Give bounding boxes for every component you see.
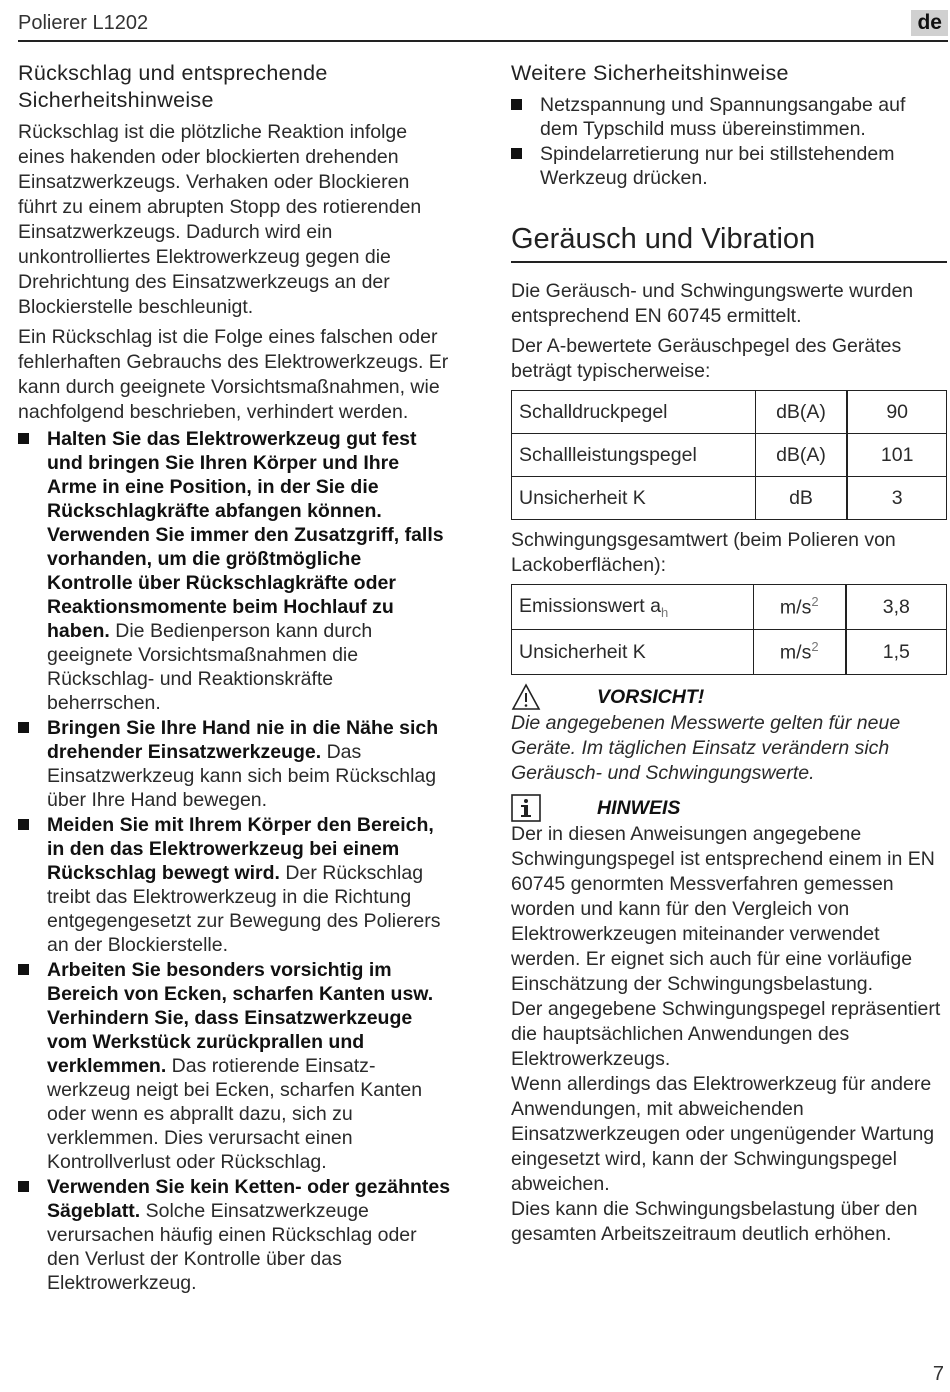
bullet-text: Das rotierende Einsatzwerkzeug neigt bei Ecken, scharfen Kanten oder wenn es abprallt dazu, sich zu verklemmen. Dies verursacht einen Kontrollverlust oder Rückschlag.	[47, 1055, 423, 1173]
note-header	[511, 794, 947, 822]
table-cell-unit: dB(A)	[755, 434, 847, 477]
vibration-table	[511, 584, 947, 675]
list-item	[18, 1175, 452, 1295]
kickback-heading-line1: Rückschlag und entsprechende	[18, 61, 328, 85]
table-row	[512, 391, 947, 434]
note-paragraph-3: Wenn allerdings das Elektrowerkzeug für andere Anwendungen, mit abweichenden Einsatzwerkzeugen oder ungenügender Wartung eingesetzt wird, kann der Schwingungspegel abweichen.	[511, 1073, 935, 1195]
table-row	[512, 477, 947, 520]
list-item	[18, 716, 452, 812]
bullet-text: Das Einsatzwerkzeug kann sich beim Rückschlag über Ihre Hand bewegen.	[47, 741, 437, 811]
safety-heading: Weitere Sicherheitshinweise	[511, 61, 789, 85]
bullet-square-icon	[18, 433, 29, 444]
table-cell-name	[512, 630, 754, 675]
table-cell-value: 1,5	[846, 630, 947, 675]
table-cell-unit	[753, 630, 845, 675]
left-column	[18, 60, 452, 1296]
language-badge: de	[911, 10, 948, 36]
table-cell-name	[512, 585, 754, 630]
bullet-bold-text: Bringen Sie Ihre Hand nie in die Nähe sich drehender Einsatzwerkzeuge.	[47, 717, 439, 763]
table-cell-value: 101	[847, 434, 946, 477]
bullet-bold-text: Halten Sie das Elektrowerkzeug gut fest und bringen Sie Ihren Körper und Ihre Arme in eine Position, in der Sie die Rückschlagkräfte abfangen können. Verwenden Sie immer den Zusatzgriff, falls vorhanden, um die größtmögliche Kontrolle über Rückschlagkräfte oder Reaktionsmomente beim Hochlauf zu haben.	[47, 428, 444, 642]
note-paragraph-2: Der angegebene Schwingungspegel repräsentiert die hauptsächlichen Anwendungen des Elektrowerkzeugs.	[511, 998, 941, 1070]
superscript: 2	[811, 594, 819, 610]
list-item	[18, 813, 452, 957]
bullet-bold-text: Verwenden Sie kein Ketten- oder gezähntes Sägeblatt.	[47, 1176, 451, 1222]
table-row	[512, 434, 947, 477]
caution-block	[511, 683, 947, 786]
kickback-heading	[18, 60, 452, 114]
subscript: h	[660, 604, 669, 620]
safety-bullet-list	[511, 93, 947, 190]
warning-triangle-icon	[511, 683, 541, 711]
list-item	[511, 142, 947, 190]
caution-title: VORSICHT!	[597, 685, 705, 708]
table-row	[512, 585, 947, 630]
kickback-bullet-list	[18, 427, 452, 1295]
table-cell-name: Unsicherheit K	[512, 477, 756, 520]
right-column	[511, 60, 947, 1247]
bullet-text: Spindelarretierung nur bei stillstehendem Werkzeug drücken.	[540, 143, 895, 189]
table-cell-unit: dB(A)	[755, 391, 847, 434]
unit-text: m/s	[779, 596, 812, 619]
caution-header	[511, 683, 947, 711]
table-cell-name-text: Emissionswert a	[519, 594, 661, 617]
kickback-heading-line2: Sicherheitshinweise	[18, 88, 214, 112]
note-paragraph-4: Dies kann die Schwingungsbelastung über den gesamten Arbeitszeitraum deutlich erhöhen.	[511, 1198, 918, 1245]
bullet-bold-text: Arbeiten Sie besonders vorsichtig im Bereich von Ecken, scharfen Kanten usw. Verhindern Sie, dass Einsatzwerkzeuge vom Werkstück zurückprallen und verklemmen.	[47, 959, 434, 1077]
bullet-square-icon	[18, 722, 29, 733]
table-cell-name: Schallleistungspegel	[512, 434, 756, 477]
table-cell-name: Schalldruckpegel	[512, 391, 756, 434]
table-cell-value: 3,8	[846, 585, 947, 630]
noise-paragraph-1: Die Geräusch- und Schwingungswerte wurden entsprechend EN 60745 ermittelt.	[511, 280, 914, 327]
bullet-square-icon	[511, 148, 522, 159]
page-header	[18, 10, 948, 42]
kickback-paragraph-1: Rückschlag ist die plötzliche Reaktion infolge eines hakenden oder blockierten drehenden Einsatzwerkzeugs. Verhaken oder Blockieren führt zu einem abrupten Stopp des rotierenden Einsatzwerkzeugs. Dadurch wird ein unkontrolliertes Elektrowerkzeug gegen die Drehrichtung des Einsatzwerkzeugs an der Blockierstelle beschleunigt.	[18, 121, 422, 318]
bullet-bold-text: Meiden Sie mit Ihrem Körper den Bereich, in den das Elektrowerkzeug bei einem Rückschlag bewegt wird.	[47, 814, 434, 884]
table-cell-unit: dB	[755, 477, 847, 520]
vibration-paragraph: Schwingungsgesamtwert (beim Polieren von Lackoberflächen):	[511, 529, 896, 576]
bullet-square-icon	[18, 1181, 29, 1192]
bullet-square-icon	[18, 964, 29, 975]
noise-paragraph-2: Der A-bewertete Geräuschpegel des Gerätes beträgt typischerweise:	[511, 335, 902, 382]
bullet-square-icon	[511, 99, 522, 110]
noise-vibration-heading: Geräusch und Vibration	[511, 221, 947, 263]
bullet-square-icon	[18, 819, 29, 830]
note-title: HINWEIS	[597, 796, 681, 819]
bullet-text: Die Bedienperson kann durch geeignete Vorsichtsmaßnahmen die Rückschlag- und Reaktionskräfte beherrschen.	[47, 620, 373, 714]
note-paragraph-1: Der in diesen Anweisungen angegebene Schwingungspegel ist entsprechend einem in EN 60745 genormten Messverfahren gemessen worden und kann für den Vergleich von Elektrowerkzeugen miteinander verwendet werden. Er eignet sich auch für eine vorläufige Einschätzung der Schwingungsbelastung.	[511, 823, 935, 995]
list-item	[511, 93, 947, 141]
list-item	[18, 958, 452, 1174]
bullet-text: Solche Einsatzwerkzeuge verursachen häufig einen Rückschlag oder den Verlust der Kontrolle über das Elektrowerkzeug.	[47, 1200, 417, 1294]
note-block	[511, 794, 947, 1247]
unit-text: m/s	[779, 641, 812, 664]
document-title: Polierer L1202	[18, 12, 149, 34]
table-cell-name-text: Unsicherheit K	[519, 640, 646, 663]
superscript: 2	[811, 639, 819, 655]
kickback-paragraph-2: Ein Rückschlag ist die Folge eines falschen oder fehlerhaften Gebrauchs des Elektrowerkzeugs. Er kann durch geeignete Vorsichtsmaßnahmen, wie nachfolgend beschrieben, verhindert werden.	[18, 326, 449, 423]
table-cell-value: 3	[847, 477, 946, 520]
info-icon	[511, 794, 541, 822]
noise-table	[511, 390, 947, 520]
page-number: 7	[932, 1363, 944, 1385]
table-row	[512, 630, 947, 675]
table-cell-unit	[753, 585, 845, 630]
caution-text: Die angegebenen Messwerte gelten für neue Geräte. Im täglichen Einsatz verändern sich Geräusch- und Schwingungswerte.	[511, 712, 901, 784]
bullet-text: Der Rückschlag treibt das Elektrowerkzeug in die Richtung entgegengesetzt zur Bewegung des Polierers an der Blockierstelle.	[47, 862, 441, 956]
table-cell-value: 90	[847, 391, 946, 434]
bullet-text: Netzspannung und Spannungsangabe auf dem Typschild muss übereinstimmen.	[540, 94, 906, 140]
list-item	[18, 427, 452, 715]
